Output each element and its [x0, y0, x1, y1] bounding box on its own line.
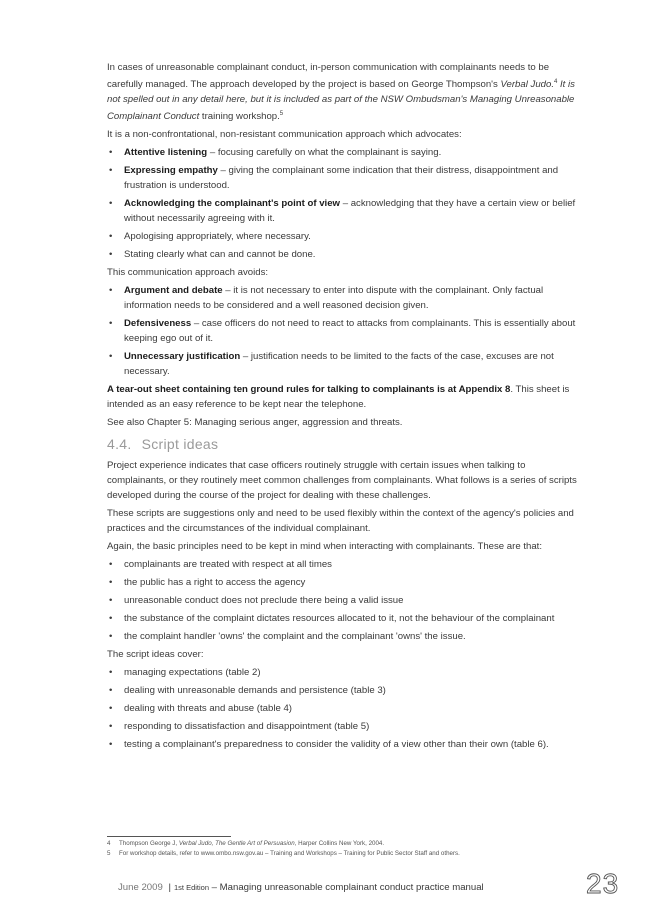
workshop-title: Managing Unreasonable Complainant Conduct [107, 94, 575, 123]
list-item: • complainants are treated with respect at all times [107, 557, 579, 572]
list-item: • unreasonable conduct does not preclude there being a valid issue [107, 593, 579, 608]
footnote-ref-4[interactable]: 4 [554, 79, 558, 85]
tearout-paragraph: A tear-out sheet containing ten ground rules for talking to complainants is at Appendix 8. This sheet is intended as an easy reference to be kept near the telephone. [107, 384, 570, 411]
section-paragraph: These scripts are suggestions only and need to be used flexibly within the context of the agency's policies and practices and the circumstances of the individual complainant. [107, 508, 574, 535]
list-item: • Expressing empathy – giving the complainant some indication that their distress, disappointment and frustration is understood. [107, 163, 579, 193]
section-paragraph: Project experience indicates that case officers routinely struggle with certain issues when talking to complainants, or they routinely meet common challenges from complainants. What follows is a series of scripts developed during the course of the project for dealing with these challenges. [107, 460, 577, 502]
section-heading [107, 435, 579, 453]
list-item: • Apologising appropriately, where necessary. [107, 229, 579, 244]
see-also-paragraph: See also Chapter 5: Managing serious anger, aggression and threats. [107, 417, 403, 429]
list-item: • Unnecessary justification – justification needs to be limited to the facts of the case, excuses are not necessary. [107, 349, 579, 379]
footnote-4: 4 Thompson George J, Verbal Judo, The Gentle Art of Persuasion, Harper Collins New York, 2004. [107, 840, 385, 847]
list-item: • the complaint handler 'owns' the complaint and the complainant 'owns' the issue. [107, 629, 579, 644]
verbal-judo-title: Verbal Judo. [500, 79, 554, 91]
list-item: • dealing with threats and abuse (table 4) [107, 701, 579, 716]
page-footer [118, 882, 484, 893]
list-item: • dealing with unreasonable demands and persistence (table 3) [107, 683, 579, 698]
footer-date: June 2009 [118, 882, 163, 893]
covers-intro: The script ideas cover: [107, 649, 204, 661]
list-item: • the substance of the complaint dictates resources allocated to it, not the behaviour of the complainant [107, 611, 579, 626]
list-item: • testing a complainant's preparedness to consider the validity of a view other than their own (table 6). [107, 737, 579, 752]
list-item: • managing expectations (table 2) [107, 665, 579, 680]
footnote-ref-5[interactable]: 5 [279, 111, 284, 118]
list-item: • Argument and debate – it is not necessary to enter into dispute with the complainant. Only factual information needs to be considered and a well reasoned decision given. [107, 283, 579, 313]
section-number: 4.4. [107, 436, 132, 453]
advocates-list [107, 145, 579, 262]
principles-list [107, 557, 579, 644]
footnotes [107, 836, 577, 859]
avoids-intro: This communication approach avoids: [107, 267, 269, 279]
list-item: • Defensiveness – case officers do not need to react to attacks from complainants. This is essentially about keeping ego out of it. [107, 316, 579, 346]
list-item: • Acknowledging the complainant's point of view – acknowledging that they have a certain view or belief without necessarily agreeing with it. [107, 196, 579, 226]
section-title: Script ideas [141, 436, 219, 453]
page-number: 23 [586, 868, 620, 899]
list-item: • Stating clearly what can and cannot be done. [107, 247, 579, 262]
main-content [107, 60, 579, 755]
covers-list [107, 665, 579, 752]
advocates-intro: It is a non-confrontational, non-resistant communication approach which advocates: [107, 129, 462, 141]
list-item: • the public has a right to access the agency [107, 575, 579, 590]
list-item: • responding to dissatisfaction and disappointment (table 5) [107, 719, 579, 734]
footer-edition: 1st Edition [173, 883, 210, 892]
intro-paragraph: In cases of unreasonable complainant conduct, in-person communication with complainants needs to be carefully managed. The approach developed by the project is based on George Thompson's Verbal Judo.$^4$ It is not spelled out in any detail here, but it is included as part of the NSW Ombudsman's Managing Unreasonable Complainant Conduct training workshop.$^5$ [107, 62, 575, 123]
avoids-list [107, 283, 579, 379]
section-paragraph: Again, the basic principles need to be kept in mind when interacting with complainants. These are that: [107, 541, 542, 553]
list-item: • Attentive listening – focusing carefully on what the complainant is saying. [107, 145, 579, 160]
footer-separator: | [168, 882, 171, 893]
footnote-divider [107, 836, 231, 837]
footnote-5: 5 For workshop details, refer to www.ombo.nsw.gov.au – Training and Workshops – Training for Public Sector Staff and others. [107, 850, 460, 857]
footer-title: – Managing unreasonable complainant conduct practice manual [209, 882, 484, 893]
